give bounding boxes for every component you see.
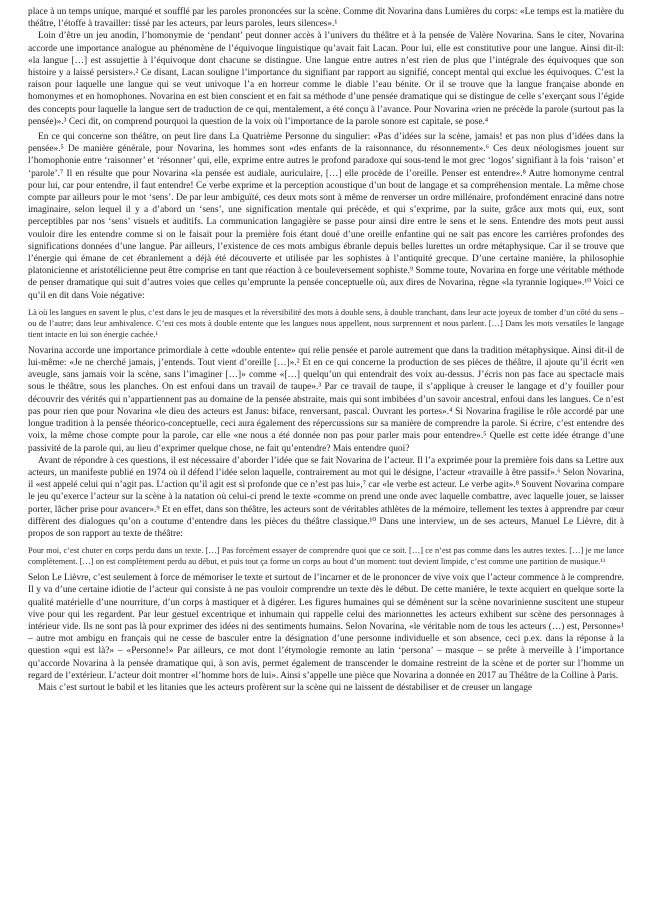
paragraph-5: Avant de répondre à ces questions, il est nécessaire d’aborder l’idée que se fait Novarina de l’acteur. Il l’a exprimée pour la première fois dans sa Lettre aux acteurs, un manifeste publié en 1974 où il défend l’idée selon laquelle, contrairement au mot qui le désigne, l’acteur «travaille à être passif».⁶ Selon Novarina, il «est appelé celui qui n’agit pas. L’action qu’il agit est si profonde que ce n’est pas lui»,⁷ car «le verbe est acteur. Le verbe agit».⁸ Souvent Novarina compare le jeu qu’exerce l’acteur sur la scène à la natation où celui-ci prend le texte «comme on prend une onde avec laquelle combattre, avec laquelle jouer, se laisser porter, lâcher prise pour avancer».⁹ Et en effet, dans son théâtre, les acteurs sont de véritables athlètes de la mémoire, tellement les textes à apprendre par cœur diffèrent des dialogues qu’on a coutume d’entendre dans les pièces du théâtre classique.¹⁰ Dans une interview, un de ses acteurs, Manuel Le Lièvre, dit à propos de son rapport au texte de théâtre: xyxy=(28,455,624,539)
paragraph-7: Mais c’est surtout le babil et les litanies que les acteurs profèrent sur la scène qui ne laissent de déstabiliser et de creuser un langage xyxy=(38,682,533,693)
paragraph-3: En ce qui concerne son théâtre, on peut lire dans La Quatrième Personne du singulier: «Pas d’idées sur la scène, jamais! et pas non plus d’idées dans la pensée».⁵ De manière générale, pour Novarina, les hommes sont «des enfants de la raisonnance, du résonnement».⁶ Ces deux néologismes jouent sur l’homophonie entre ‘raisonner’ et ‘résonner’ qui, elle, exprime entre autres le profond paradoxe qui sous-tend le mot grec ‘logos’ signifiant à la fois ‘raison’ et ‘parole’.⁷ Il en résulte que pour Novarina «la pensée est audiale, auriculaire, […] elle procède de l’oreille. Penser est entendre».⁸ Autre homonyme central pour lui, car pour entendre, il faut entendre! Ce verbe exprime et la perception acoustique d’un bout de langage et sa compréhension mentale. La même chose compte par ailleurs pour le mot ‘sens’. De par leur ambiguïté, ces deux mots sont à même de renverser un ordre millénaire, profondément enraciné dans notre imaginaire, selon lequel il y a d’abord un ‘sens’, une signification mentale qui précède, et qui s’exprime, par la suite, grâce aux mots qui, eux, sont perceptibles par nos ‘sens’ visuels et auditifs. La communication langagière se passe pour ainsi dire entre le sens et le sens. Entendre des mots peut aussi vouloir dire les entendre comme si on le faisait pour la première fois étant doué d’une oreille enfantine qui ne sait pas encore les carrières profondes des significations données d’une langue. Par ailleurs, l’existence de ces mots ambigus ébranle depuis belles lurettes un ordre métaphysique. Car il se trouve que l’énergie qui émane de cet ébranlement a déjà été découverte et utilisée par les sophistes à l’antiquité grecque. D’une certaine manière, la philosophie platonicienne et aristotélicienne peut être comprise en tant que réaction à ce bouleversement sophiste.⁹ Somme toute, Novarina en forge une véritable méthode de penser dramatique qui suit d’autres voies que celles qu’emprunte la pensée conceptuelle où, aux dires de Novarina, règne «la tyrannie logique».¹⁰ Voici ce qu’il en dit dans Voie négative: xyxy=(28,132,624,301)
paragraph-6: Selon Le Lièvre, c’est seulement à force de mémoriser le texte et surtout de l’incarner et de le prononcer de vive voix que l’acteur commence à le comprendre. Il y va d’une certaine idiotie de l’acteur qui consiste à ne pas vouloir comprendre un texte dès le début. De cette manière, le texte acquiert en quelque sorte la qualité matérielle d’une nourriture, d’un corps à mastiquer et à digérer. Les figures humaines qui se démènent sur la scène novarinienne suscitent une stupeur vive pour qui les regardent. Par leur gestuel excentrique et inhumain qui rappelle celui des marionnettes les acteurs exhibent sur scène des personnages à intérieur vide. Ils ne sont pas là pour exprimer des idées ni des sentiments humains. Selon Novarina, «le véritable nom de tous les acteurs (…) est, Personne»¹ – autre mot ambigu en français qui ne cesse de basculer entre la désignation d’une personne individuelle et son absence, ceci p.ex. dans la réponse à la question «qui est là?» – «Personne!» Par ailleurs, ce mot dont l’étymologie remonte au latin ‘persona’ – masque – se prête à merveille à l’importance qu’accorde Novarina à la pensée dramatique qui, à son avis, permet également de transcender le domaine restreint de la scène et de porter sur l’homme un regard de l’extérieur. L’acteur doit montrer «l’homme hors de lui». Ainsi s’appelle une pièce que Novarina a donnée en 2017 au Théâtre de la Colline à Paris. xyxy=(28,573,624,681)
block-quote-1: Là où les langues en savent le plus, c’est dans le jeu de masques et la réversibilité des mots à double sens, à double tranchant, dans leur acte joyeux de tomber d’un côté du sens – ou de l’autre; dans leur ambivalence. C’est ces mots à double entente que les langues nous appellent, nous surprennent et nous parlent. […] Dans les mots versatiles le langage tient intacte en lui son énergie cachée.¹ xyxy=(28,307,624,339)
paragraph-2: Loin d’être un jeu anodin, l’homonymie de ‘pendant’ peut donner accès à l’univers du théâtre et à la pensée de Valère Novarina. Sans le citer, Novarina accorde une importance analogue au phénomène de l’équivoque linguistique qu’avait fait Lacan. Pour lui, elle est constitutive pour une langue. Ainsi dit-il: «la langue […] est assujettie à l’équivoque dont chacune se distingue. Une langue entre autres n’est rien de plus que l’intégrale des équivoques que son histoire y a laissé persister».² Ce disant, Lacan souligne l’importance du signifiant par rapport au signifié, concept mental qui exclue les équivoques. C’est la raison pour laquelle une langue qui se veut univoque l’a en horreur comme le diable l’eau bénite. Or il se trouve que la langue française abonde en homonymes et en homophones. Novarina en est bien conscient et en fait sa méthode d’une pensée dramatique qui se distingue de celle s’exerçant sous l’égide des concepts pour laquelle la langue sert de traduction de ce qui, mentalement, a été conçu à l’avance. Pour Novarina «rien ne précède la parole (surtout pas la pensée)».³ Ceci dit, on comprend pourquoi la question de la voix où l’importance de la parole sonore est capitale, se pose.⁴ xyxy=(28,31,624,127)
paragraph-4: Novarina accorde une importance primordiale à cette «double entente» qui relie pensée et parole autrement que dans la tradition métaphysique. Ainsi dit-il de lui-même: «Je ne cherché jamais, j’entends. Tout vient d’oreille […]».² Et en ce qui concerne la production de ses pièces de théâtre, il ajoute qu’il écrit «en aveugle, sans jamais voir la scène, sans l’imaginer […]» comme «[…] quelqu’un qui entendrait des voix au-dessus. J’écris non pas face au spectacle mais sous le théâtre, sous les planches. On est enfoui dans un travail de taupe».³ Par ce travail de taupe, il s’applique à creuser le langage et d’y fouiller pour découvrir des vérités qui n’appartiennent pas au domaine de la pensée abstraite, mais qui sont imbibées d’un savoir ancestral, enfoui dans les langues. Ce n’est pas pour rien que pour Novarina «le dieu des acteurs est Janus: biface, renversant, pascal. Ouvrant les portes».⁴ Si Novarina fragilise le rôle accordé par une longue tradition à la pensée théorico-conceptuelle, ceci aura également des répercussions sur sa manière de comprendre la parole. Si écrire, c’est entendre des voix, la même chose compte pour la parole, car elle «ne nous a été donnée non pas pour parler mais pour entendre».⁵ Quelle est cette idée étrange d’une passivité de la parole qui, au lieu d’exprimer quelque chose, ne fait qu’entendre? Mais entendre quoi? xyxy=(28,345,624,454)
paragraph-1: place à un temps unique, marqué et soufflé par les paroles prononcées sur la scène. Comme dit Novarina dans Lumières du corps: «Le temps est la matière du théâtre, l’étoffe à travailler: tissé par les acteurs, par leurs paroles, leurs silences».¹ xyxy=(28,7,624,30)
block-quote-2: Pour moi, c’est chuter en corps perdu dans un texte. […] Pas forcément essayer de comprendre quoi que ce soit. […] ce n’est pas comme dans les autres textes. […] je me lance complètement. […] on est complètement perdu au début, et puis tout ça forme un corps au bout d’un moment: tout devient limpide, c’est comme une partition de musique.¹¹ xyxy=(28,546,624,567)
